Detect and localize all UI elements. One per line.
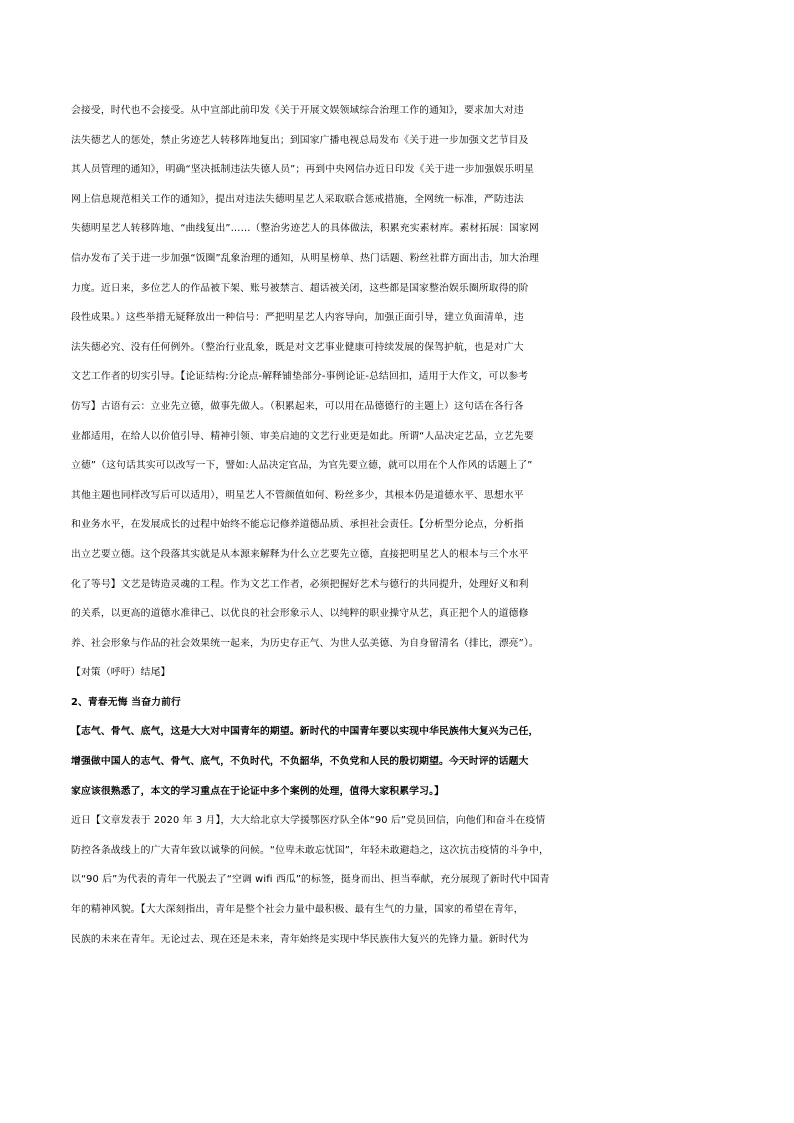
text-line: 其他主题也同样改写后可以适用），明星艺人不管颜值如何、粉丝多少，其根本仍是道德水平、思想水平 xyxy=(71,489,524,501)
text-line: 立德”（这句话其实可以改写一下，譬如:人品决定官品，为官先要立德，就可以用在个人作风的话题上了” xyxy=(71,460,533,472)
text-line: 文艺工作者的切实引导。【论证结构:分论点-解释铺垫部分-事例论证-总结回扣，适用于大作文，可以参考 xyxy=(71,371,529,383)
text-line: 业都适用，在给人以价值引导、精神引领、审美启迪的文艺行业更是如此。所谓“人品决定艺品，立艺先要 xyxy=(71,430,534,442)
text-line: 【志气、骨气、底气，这是大大对中国青年的期望。新时代的中国青年要以实现中华民族伟大复兴为己任， xyxy=(71,726,539,738)
text-line: 段性成果。）这些举措无疑释放出一种信号：严把明星艺人内容导向，加强正面引导，建立负面清单，违 xyxy=(71,312,524,324)
text-line: 的关系，以更高的道德水准律己、以优良的社会形象示人、以纯粹的职业操守从艺，真正把个人的道德修 xyxy=(71,608,529,620)
text-line: 其人员管理的通知》，明确“坚决抵制违法失德人员”；再到中央网信办近日印发《关于进一步加强娱乐明星 xyxy=(71,164,535,176)
text-line: 会接受，时代也不会接受。从中宣部此前印发《关于开展文娱领域综合治理工作的通知》，要求加大对违 xyxy=(71,105,524,116)
text-line: 网上信息规范相关工作的通知》，提出对违法失德明星艺人采取联合惩戒措施，全网统一标准，严防违法 xyxy=(71,193,524,205)
text-line: 和业务水平，在发展成长的过程中始终不能忘记修养道德品质、承担社会责任。【分析型分论点，分析指 xyxy=(71,519,524,531)
text-line: 力度。近日来，多位艺人的作品被下架、账号被禁言、超话被关闭，这些都是国家整治娱乐圈所取得的阶 xyxy=(71,282,529,294)
text-line: 出立艺要立德。这个段落其实就是从本源来解释为什么立艺要先立德，直接把明星艺人的根本与三个水平 xyxy=(71,548,529,560)
text-line: 防控各条战线上的广大青年致以诚挚的问候。“位卑未敢忘忧国”，年轻未敢避趋之，这次抗击疫情的斗争中， xyxy=(71,844,549,856)
document-page xyxy=(71,96,731,954)
text-line: 法失德必究、没有任何例外。（整治行业乱象，既是对文艺事业健康可持续发展的保驾护航，也是对广大 xyxy=(71,341,524,353)
text-line: 民族的未来在青年。无论过去、现在还是未来，青年始终是实现中华民族伟大复兴的先锋力量。新时代为 xyxy=(71,933,529,945)
text-line: 化了等号】文艺是铸造灵魂的工程。作为文艺工作者，必须把握好艺术与德行的共同提升，处理好义和利 xyxy=(71,578,529,590)
text-line: 增强做中国人的志气、骨气、底气，不负时代，不负韶华，不负党和人民的殷切期望。今天时评的话题大 xyxy=(71,756,529,768)
section-heading: 2、青春无悔 当奋力前行 xyxy=(71,696,181,708)
text-line: 年的精神风貌。【大大深刻指出，青年是整个社会力量中最积极、最有生气的力量，国家的希望在青年， xyxy=(71,904,524,916)
text-line: 失德明星艺人转移阵地、“曲线复出”……（整治劣迹艺人的具体做法，积累充实素材库。素材拓展：国家网 xyxy=(71,223,540,235)
text-line: 养、社会形象与作品的社会效果统一起来，为历史存正气、为世人弘美德、为自身留清名（排比，漂亮”）。 xyxy=(71,637,539,649)
text-line: 法失德艺人的惩处，禁止劣迹艺人转移阵地复出；到国家广播电视总局发布《关于进一步加强文艺节目及 xyxy=(71,134,529,146)
text-line: 家应该很熟悉了，本文的学习重点在于论证中多个案例的处理，值得大家积累学习。】 xyxy=(71,785,445,797)
text-line: 仿写】古语有云：立业先立德，做事先做人。（积累起来，可以用在品德德行的主题上）这句话在各行各 xyxy=(71,400,524,412)
text-line: 近日【文章发表于 2020 年 3 月】，大大给北京大学援鄂医疗队全体“90 后”党员回信，向他们和奋斗在疫情 xyxy=(71,815,546,827)
text-line: 信办发布了关于进一步加强“饭圈”乱象治理的通知，从明星榜单、热门话题、粉丝社群方面出击，加大治理 xyxy=(71,252,540,264)
text-line: 以“90 后”为代表的青年一代脱去了“空调 wifi 西瓜”的标签，挺身而出、担当奉献，充分展现了新时代中国青 xyxy=(71,874,550,886)
text-line: 【对策（呼吁）结尾】 xyxy=(71,667,171,679)
